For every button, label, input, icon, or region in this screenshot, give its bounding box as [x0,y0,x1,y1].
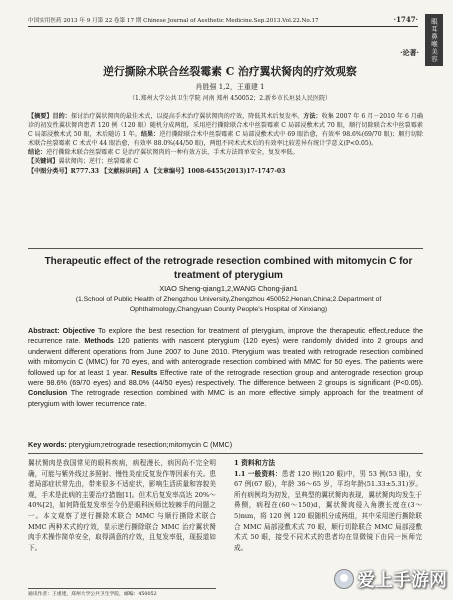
section-side-tab: 眼耳鼻喉美容 [425,14,443,66]
divider-top [28,248,423,249]
authors-english: XIAO Sheng-qiang1,2,WANG Chong-jian1 [159,284,298,293]
results-text: Effective rate of the retrograde resection group and anterograde resection group were 98.6% (69/70 eyes) and 88.0% (44/50 eyes) respectively. The difference between 2 groups is significant (P<0.05). [28,367,424,388]
general-info-subheading: 1.1 一般资料： [234,469,282,478]
abstract-methods-text: 收集 2007 年 6 月－2010 年 6 月确诊的初发性翼状胬肉患者 120 例（120 眼）随机分成两组，采用逆行撕除联合术中丝裂霉素 C 局部浸敷术式 70 眼，顺行切除联合术中丝裂霉素 C 局部浸敷术式 50 眼，术后随访 1 年。 [28,113,424,139]
title-english: Therapeutic effect of the retrograde resection combined with mitomycin C for treatment of pterygium [44,256,413,281]
conclusion-text: The retrograde resection combined with MMC is an more effective simply approach for the treatment of pterygium with lower recurrence rate. [28,388,424,408]
methods-label: Methods [84,336,114,346]
footnote: 通讯作者：王重建，郑州大学公共卫生学院，邮编：450052 [28,588,216,597]
affiliation-chinese: （1.郑州大学公共卫生学院 河南 郑州 450052；2.新乡市长垣县人民医院） [128,95,332,102]
results-label: Results [131,367,158,377]
abstract-objective-text: 探讨治疗翼状胬肉的最佳术式，以提高手术治疗翼状胬肉的疗效，降低其术后复发率。 [70,113,304,120]
abstract-label: Abstract: [28,326,60,335]
section-label: ·论著· [400,48,419,57]
title-chinese: 逆行撕除术联合丝裂霉素 C 治疗翼状胬肉的疗效观察 [103,65,357,78]
conclusion-label: Conclusion [28,388,68,398]
journal-info: 中国实用医药 2013 年 9 月第 22 卷第 17 期 Chinese Journal of Aesthetic Medicine.Sep.2013.Vol.22.No.17 [28,18,319,24]
abstract-english [28,326,423,409]
abstract-objective-label: 【摘要】目的： [28,113,71,120]
general-info-paragraph: 患者 120 例(120 眼)中，男 53 例(53 眼)，女 67 例(67 眼)，年龄 36～65 岁，平均年龄(51.33±5.31)岁。所有病例均为初发，呈典型的翼状胬肉表现，翼状胬肉均发生于鼻侧，病程在(60～150)d，翼状胬肉侵入角膜长度在(3～5)mm，将 120 例 120 眼随机分成两组，其中采用逆行撕除联合 MMC 局部浸敷术式 70 眼，顺行切除联合 MMC 局部浸敷术式 50 眼，接受不同术式的患者均在显微镜下由同一医师完成。 [234,469,422,552]
abstract-results-label: 结果： [140,131,160,139]
running-header [28,10,418,27]
objective-text: To explore the best resection for treatment of pterygium, improve the therapeutic effect,reduce the recurrence rate. [28,326,423,346]
methods-heading: 1 资料和方法 [234,459,276,467]
abstract-methods-label: 方法： [303,113,322,120]
methods-text: 120 patients with nascent pterygium (120 eyes) were randomly divided into 2 groups and underwent different operations from June 2007 to June 2010. Pterygium was treated with retrograde resection combined with mitomycin C (MMC) for 70 eyes, and with anterograde resection combined with MMC for 50 eyes. The patients were followed up for at least 1 year. [28,336,424,377]
authors-chinese: 肖胜强 1,2，王重建 1 [195,83,265,91]
keywords-label: 【关键词】 [28,158,59,166]
classification-line: 【中图分类号】R777.33 【文献标识码】A 【文章编号】1008-6455(2013)17-1747-03 [28,167,286,175]
abstract-conclusion-label: 结论： [28,149,47,157]
keywords-text: 翼状胬肉；逆行；丝裂霉素 C [58,158,139,166]
site-watermark [334,566,447,592]
keywords-en-label: Key words: [28,440,67,449]
intro-paragraph: 翼状胬肉是我国常见的眼科疾病，病程漫长，病因尚不完全明确，可能与紫外线过多照射、慢性炎症反复发作等因素有关。患者局部症状常先由，带来很多不适症状，影响生活质量和容貌美观，手术是此病的主要治疗措施[1]。但术后复发率高达 20%～40%[2]，如何降低复发率至今仍是眼科医师比较棘手的问题之一。本文观察了逆行撕除术联合 MMC 与顺行撕除术联合 MMC 两种术式的疗效，显示逆行撕除联合 MMC 治疗翼状胬肉手术操作简单安全，取得满意的疗效，且复发率低，现报道如下。 [28,459,216,552]
abstract-results-text: 逆行撕除联合术中丝裂霉素 C 局部浸敷术式中 69 眼治愈，有效率 98.6%(69/70 眼)；顺行切除术联合丝裂霉素 C 术式中 44 眼治愈，有效率 88.0%(44/50 眼)，两组不同术式术后的有效率比较差异有统计学意义(P<0.05)。 [28,131,424,148]
divider-bottom [28,453,423,454]
watermark-text: 爱上手游网 [357,570,447,591]
body-right-column [234,458,422,553]
watermark-logo-icon [334,569,354,589]
page-number: ·1747· [393,15,418,24]
abstract-chinese [28,112,423,176]
keywords-english [28,440,423,449]
body-left-column [28,458,216,553]
objective-label: Objective [62,326,96,335]
affiliation-english: (1.School of Public Health of Zhengzhou University,Zhengzhou 450052,Henan,China;2.Department of Ophthalmology,Changyuan County People's Hospital of Xinxiang) [75,296,382,313]
keywords-en-text: pterygium;retrograde resection;mitomycin C (MMC) [68,440,233,449]
abstract-conclusion-text: 逆行撕除术联合丝裂霉素 C 是治疗翼状胬肉的一种有效方法，手术方法简单安全，复发率低。 [46,149,299,157]
